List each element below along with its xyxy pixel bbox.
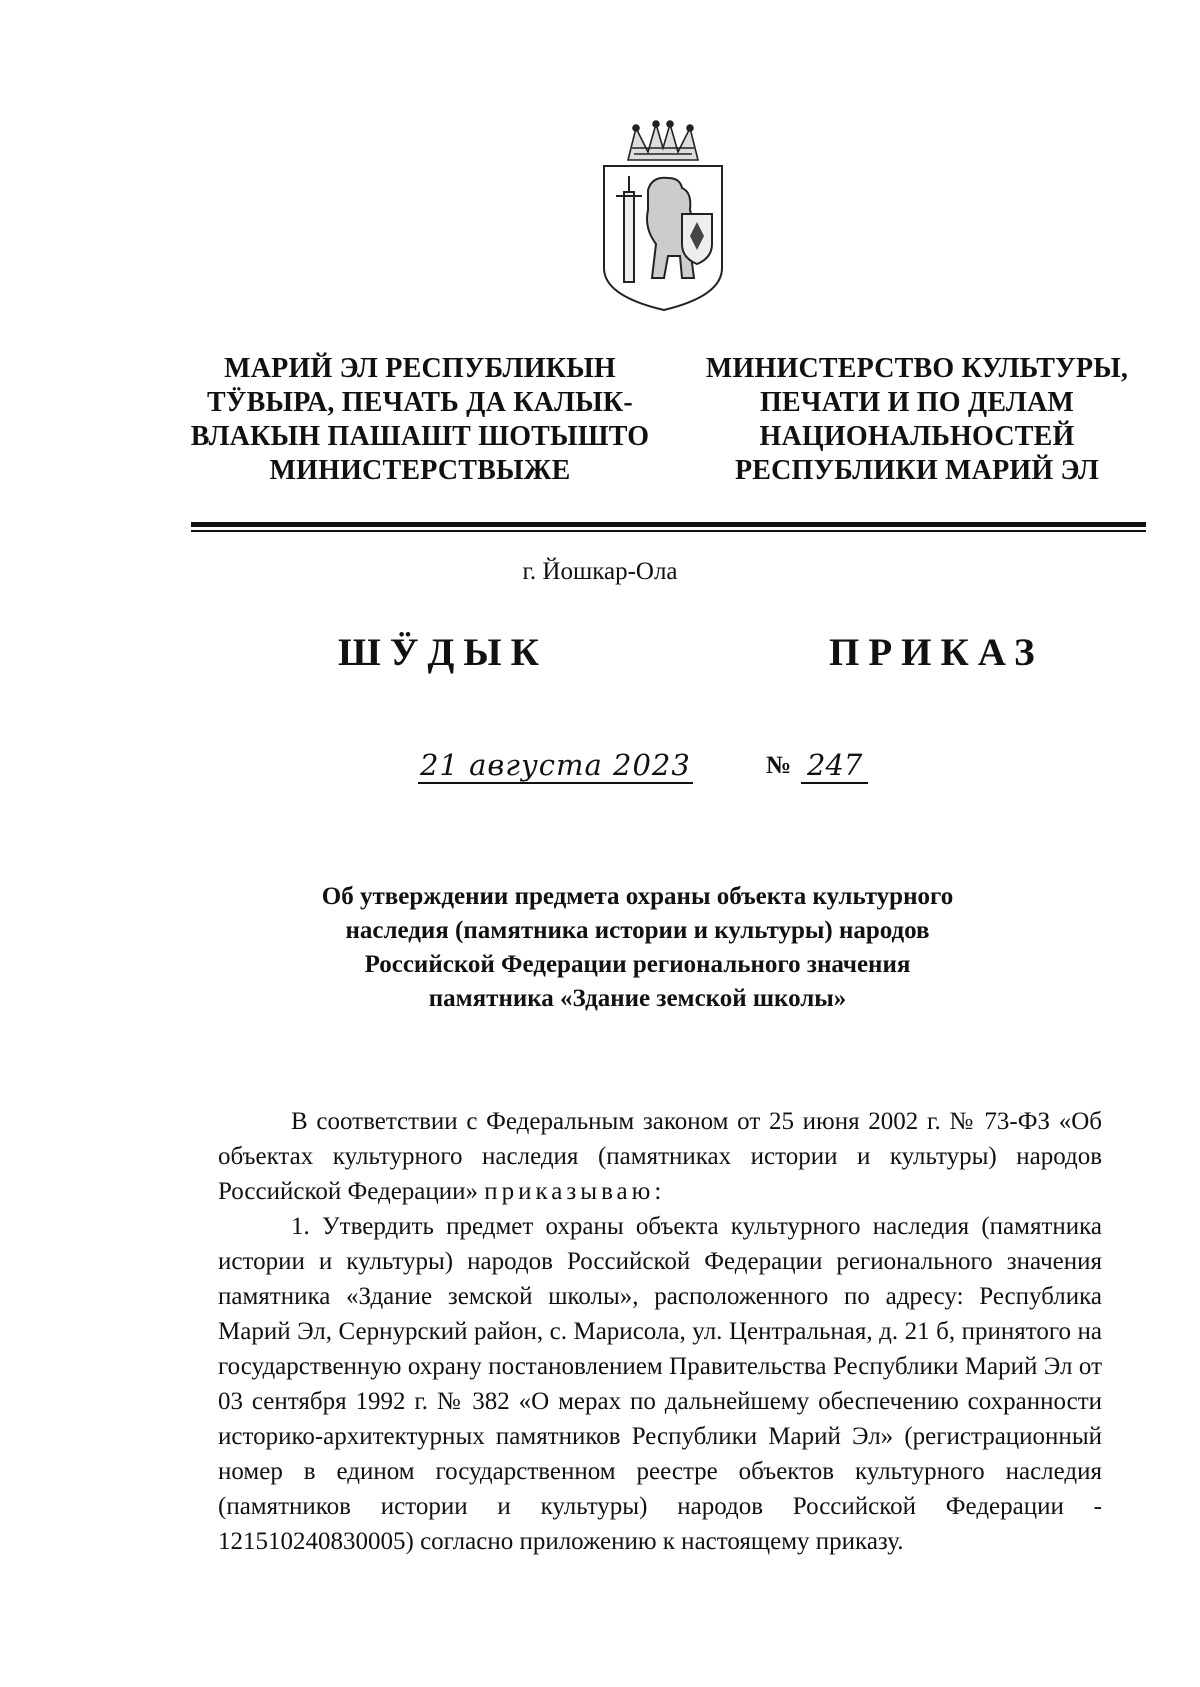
header-left-line: ВЛАКЫН ПАШАШТ ШОТЫШТО bbox=[190, 421, 650, 452]
title-line: Российской Федерации регионального значения bbox=[364, 951, 911, 978]
preamble-text: В соответствии с Федеральным законом от 25 июня 2002 г. № 73-ФЗ «Об объектах культурного наследия (памятниках истории и культуры) народов Российской Федерации» bbox=[218, 1108, 1102, 1205]
handwritten-number: 247 bbox=[801, 748, 868, 784]
crown-icon bbox=[628, 121, 698, 160]
title-line: памятника «Здание земской школы» bbox=[428, 985, 847, 1012]
coat-of-arms-emblem bbox=[598, 118, 728, 318]
header-left-line: МИНИСТЕРСТВЫЖЕ bbox=[269, 455, 571, 486]
header-right-line: РЕСПУБЛИКИ МАРИЙ ЭЛ bbox=[734, 455, 1100, 486]
header-right-line: ПЕЧАТИ И ПО ДЕЛАМ bbox=[759, 387, 1075, 418]
handwritten-date: 21 августа 2023 bbox=[420, 748, 691, 782]
small-shield-icon bbox=[682, 214, 712, 264]
order-keyword: приказываю: bbox=[484, 1178, 666, 1205]
header-left-line: МАРИЙ ЭЛ РЕСПУБЛИКЫН bbox=[224, 353, 616, 384]
doc-type-marii: ШӰДЫК bbox=[338, 631, 548, 674]
city-line: г. Йошкар-Ола bbox=[522, 558, 678, 585]
header-right-line: НАЦИОНАЛЬНОСТЕЙ bbox=[759, 421, 1075, 452]
header-right-russian bbox=[682, 352, 1152, 488]
document-body bbox=[218, 1104, 1102, 1559]
header-left-line: ТӰВЫРА, ПЕЧАТЬ ДА КАЛЫК- bbox=[207, 387, 633, 418]
number-sign: № bbox=[766, 752, 792, 779]
header-left-marii bbox=[185, 352, 655, 488]
header-divider-thin bbox=[191, 530, 1146, 532]
document-title bbox=[200, 880, 1075, 1016]
header-right-line: МИНИСТЕРСТВО КУЛЬТУРЫ, bbox=[705, 353, 1129, 384]
body-paragraph-preamble bbox=[218, 1104, 1102, 1209]
doc-type-russian: ПРИКАЗ bbox=[829, 631, 1044, 674]
title-line: наследия (памятника истории и культуры) народов bbox=[345, 917, 930, 944]
body-paragraph-item-1: 1. Утвердить предмет охраны объекта культурного наследия (памятника истории и культуры) народов Российской Федерации регионального значения памятника «Здание земской школы», расположенного по адресу: Республика Марий Эл, Сернурский район, с. Марисола, ул. Центральная, д. 21 б, принятого на государственную охрану постановлением Правительства Республики Марий Эл от 03 сентября 1992 г. № 382 «О мерах по дальнейшему обеспечению сохранности историко-архитектурных памятников Республики Марий Эл» (регистрационный номер в едином государственном реестре объектов культурного наследия (памятников истории и культуры) народов Российской Федерации - 121510240830005) согласно приложению к настоящему приказу. bbox=[218, 1213, 1102, 1555]
title-line: Об утверждении предмета охраны объекта культурного bbox=[321, 883, 954, 910]
header-divider-thick bbox=[191, 522, 1146, 527]
